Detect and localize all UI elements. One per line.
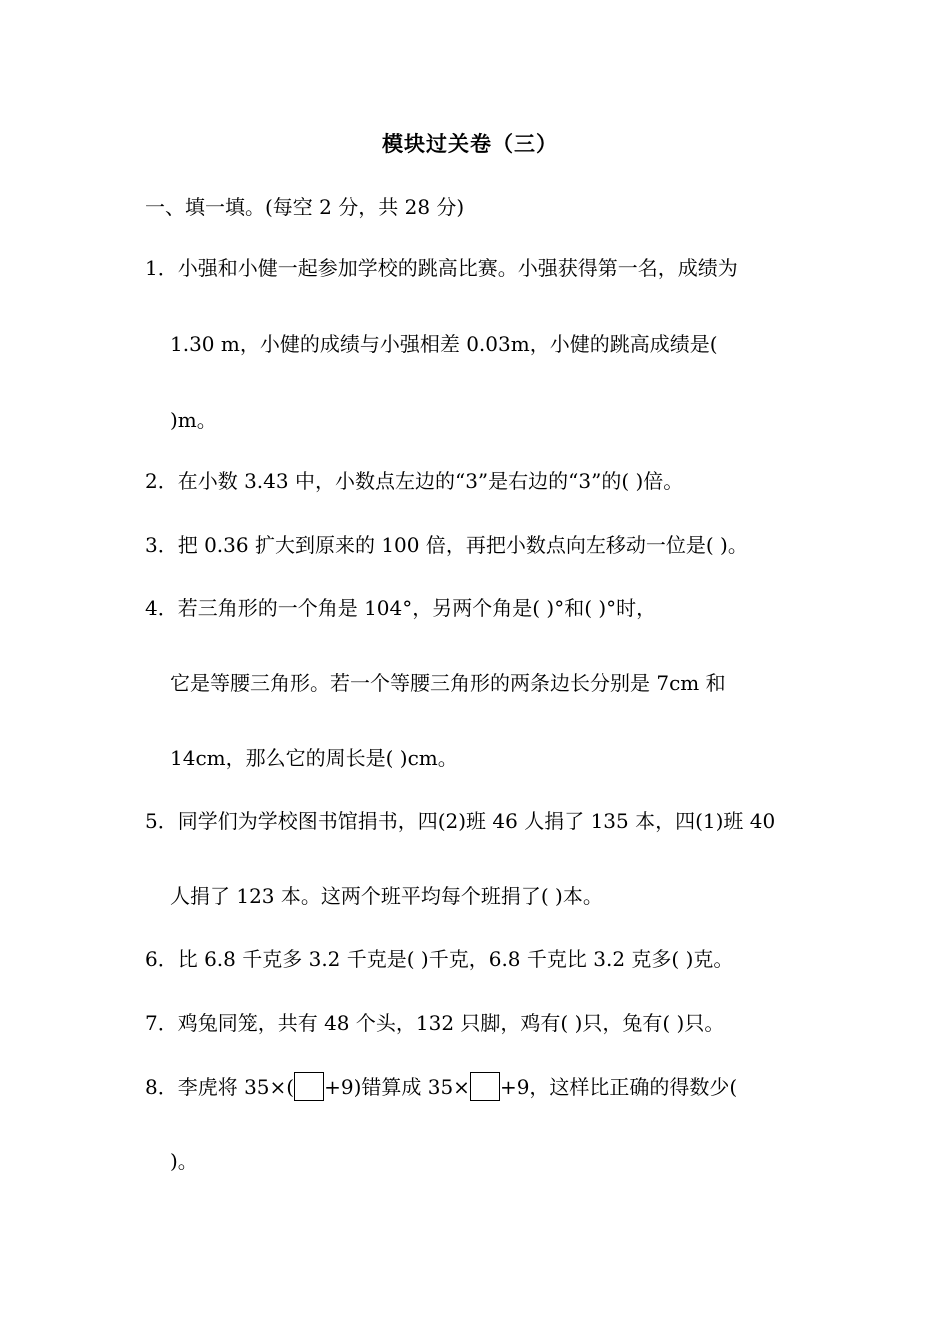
question-5-line-2: 人捐了 123 本。这两个班平均每个班捐了( )本。 <box>170 884 603 908</box>
question-3: 3．把 0.36 扩大到原来的 100 倍，再把小数点向左移动一位是( )。 <box>145 533 748 557</box>
answer-box-1 <box>294 1072 324 1101</box>
question-4-line-3: 14cm，那么它的周长是( )cm。 <box>170 746 458 770</box>
question-5-line-1: 5．同学们为学校图书馆捐书，四(2)班 46 人捐了 135 本，四(1)班 40 <box>145 809 776 833</box>
question-8-part-a: 8．李虎将 35×( <box>145 1075 295 1099</box>
question-4-line-2: 它是等腰三角形。若一个等腰三角形的两条边长分别是 7cm 和 <box>170 671 726 695</box>
question-7: 7．鸡兔同笼，共有 48 个头，132 只脚，鸡有( )只，兔有( )只。 <box>145 1011 725 1035</box>
question-1-line-3: )m。 <box>170 408 217 432</box>
question-8-line-1 <box>145 1072 737 1101</box>
question-8-part-b: +9)错算成 35× <box>324 1075 470 1099</box>
answer-box-2 <box>470 1072 500 1101</box>
question-6: 6．比 6.8 千克多 3.2 千克是( )千克，6.8 千克比 3.2 克多( )克。 <box>145 947 734 971</box>
question-8-part-c: +9，这样比正确的得数少( <box>499 1075 738 1099</box>
page-title: 模块过关卷（三） <box>382 131 558 156</box>
question-8-line-2: )。 <box>170 1149 198 1173</box>
section-heading: 一、填一填。(每空 2 分，共 28 分) <box>145 195 465 219</box>
question-4-line-1: 4．若三角形的一个角是 104°，另两个角是( )°和( )°时， <box>145 596 657 620</box>
question-1-line-1: 1．小强和小健一起参加学校的跳高比赛。小强获得第一名，成绩为 <box>145 256 738 280</box>
question-2: 2．在小数 3.43 中，小数点左边的“3”是右边的“3”的( )倍。 <box>145 469 684 493</box>
question-1-line-2: 1.30 m，小健的成绩与小强相差 0.03m，小健的跳高成绩是( <box>170 332 718 356</box>
